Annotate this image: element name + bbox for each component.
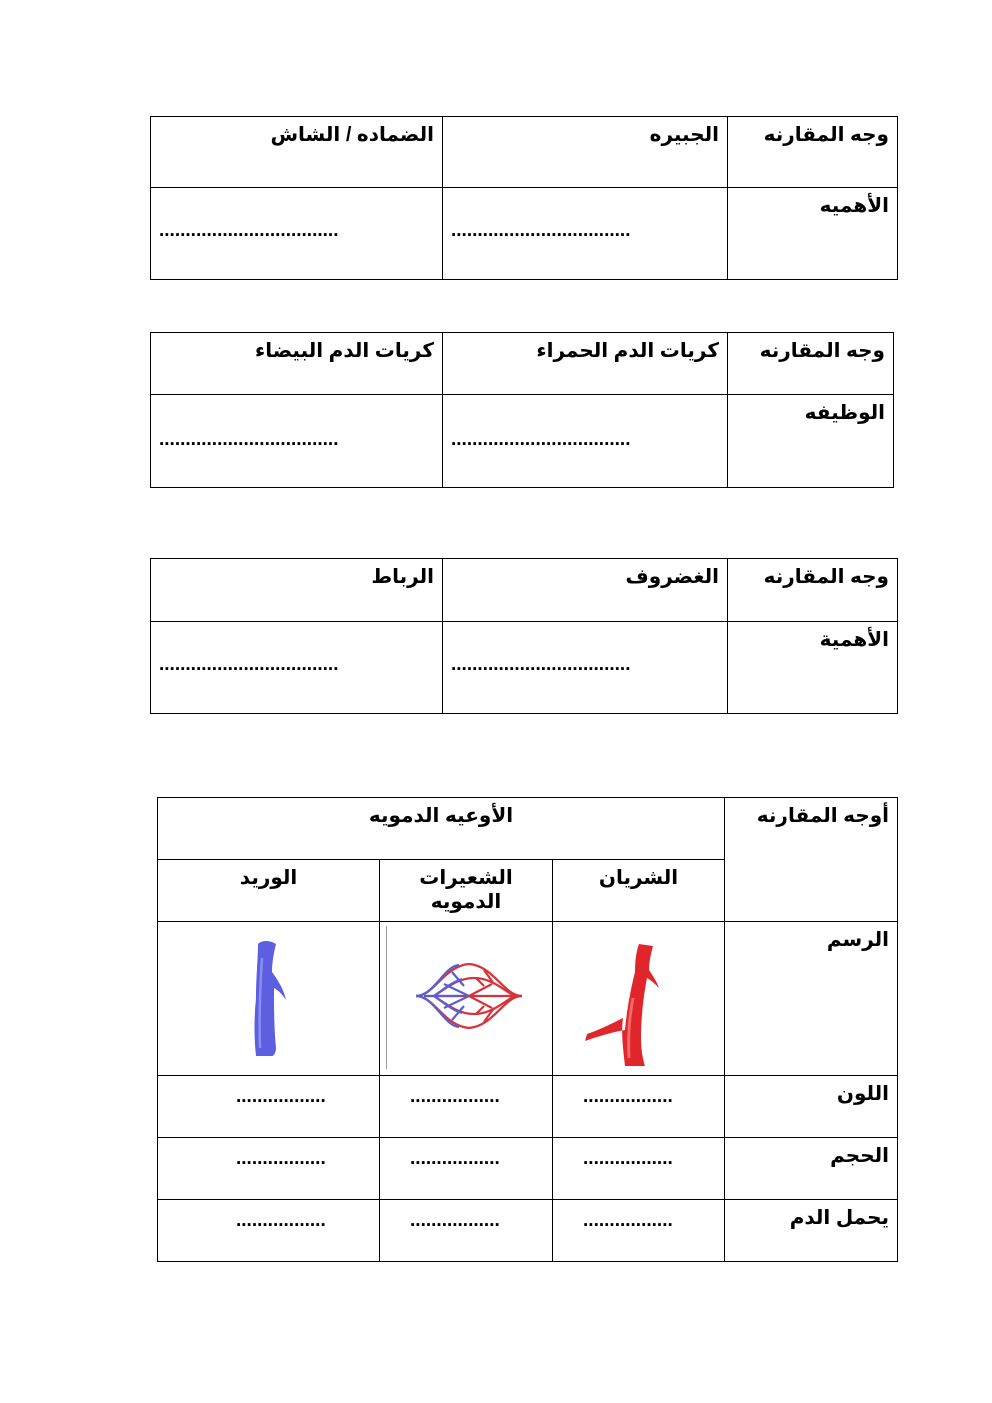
answer-cell[interactable] bbox=[443, 395, 728, 488]
comparison-aspect-label: وجه المقارنه bbox=[763, 566, 889, 588]
header-cell bbox=[158, 860, 380, 922]
row-label-cell bbox=[725, 1138, 898, 1200]
artery-image-cell bbox=[553, 922, 725, 1076]
column-vein: الوريد bbox=[239, 867, 298, 889]
answer-blank[interactable]: .................................. bbox=[451, 654, 631, 675]
answer-cell[interactable] bbox=[380, 1138, 553, 1200]
row-label-cell bbox=[725, 1200, 898, 1262]
comparison-table-blood-vessels bbox=[157, 797, 898, 1262]
vein-icon bbox=[250, 938, 300, 1058]
column-splint: الجبيره bbox=[649, 124, 719, 146]
answer-cell[interactable] bbox=[553, 1138, 725, 1200]
header-cell bbox=[380, 860, 553, 922]
header-cell bbox=[728, 559, 898, 622]
column-cartilage: الغضروف bbox=[625, 566, 719, 588]
answer-cell[interactable] bbox=[158, 1200, 380, 1262]
blood-vessels-header: الأوعيه الدمويه bbox=[368, 805, 514, 827]
row-label-cell bbox=[725, 1076, 898, 1138]
row-size: الحجم bbox=[830, 1145, 890, 1167]
row-carries-blood: يحمل الدم bbox=[789, 1207, 890, 1229]
answer-blank[interactable]: .................................. bbox=[159, 220, 339, 241]
answer-blank[interactable]: ................. bbox=[410, 1086, 500, 1107]
column-red-blood-cells: كريات الدم الحمراء bbox=[536, 340, 719, 362]
comparison-aspects-label: أوجه المقارنه bbox=[756, 805, 890, 827]
row-drawing: الرسم bbox=[826, 929, 890, 951]
capillaries-image-cell bbox=[380, 922, 553, 1076]
comparison-table-splint-bandage bbox=[150, 116, 898, 280]
header-cell bbox=[553, 860, 725, 922]
answer-cell[interactable] bbox=[443, 622, 728, 714]
corner-cell bbox=[725, 798, 898, 922]
answer-cell[interactable] bbox=[158, 1076, 380, 1138]
column-artery: الشريان bbox=[598, 867, 679, 889]
row-importance: الأهمية bbox=[819, 629, 889, 651]
answer-blank[interactable]: ................. bbox=[583, 1148, 673, 1169]
answer-cell[interactable] bbox=[380, 1076, 553, 1138]
header-cell bbox=[151, 333, 443, 395]
capillaries-icon bbox=[414, 956, 524, 1036]
answer-blank[interactable]: .................................. bbox=[451, 220, 631, 241]
comparison-table-cartilage-ligament bbox=[150, 558, 898, 714]
answer-blank[interactable]: .................................. bbox=[159, 429, 339, 450]
answer-cell[interactable] bbox=[443, 188, 728, 280]
answer-blank[interactable]: ................. bbox=[583, 1210, 673, 1231]
row-label-cell bbox=[728, 622, 898, 714]
answer-blank[interactable]: .................................. bbox=[451, 429, 631, 450]
image-border-line bbox=[386, 926, 387, 1069]
answer-blank[interactable]: ................. bbox=[410, 1148, 500, 1169]
header-cell bbox=[728, 333, 894, 395]
answer-cell[interactable] bbox=[158, 1138, 380, 1200]
answer-cell[interactable] bbox=[380, 1200, 553, 1262]
header-cell bbox=[443, 559, 728, 622]
answer-cell[interactable] bbox=[151, 188, 443, 280]
header-cell bbox=[151, 117, 443, 188]
answer-cell[interactable] bbox=[151, 395, 443, 488]
answer-cell[interactable] bbox=[151, 622, 443, 714]
answer-blank[interactable]: ................. bbox=[236, 1210, 326, 1231]
comparison-aspect-label: وجه المقارنه bbox=[759, 340, 885, 362]
row-color: اللون bbox=[836, 1083, 890, 1105]
answer-cell[interactable] bbox=[553, 1200, 725, 1262]
row-label-cell bbox=[728, 395, 894, 488]
header-cell bbox=[151, 559, 443, 622]
column-white-blood-cells: كريات الدم البيضاء bbox=[254, 340, 434, 362]
column-capillaries: الشعيرات الدمويه bbox=[419, 867, 513, 913]
row-function: الوظيفه bbox=[804, 402, 885, 424]
comparison-table-blood-cells bbox=[150, 332, 894, 488]
answer-cell[interactable] bbox=[553, 1076, 725, 1138]
column-bandage: الضماده / الشاش bbox=[270, 124, 434, 146]
artery-icon bbox=[581, 938, 671, 1068]
answer-blank[interactable]: ................. bbox=[410, 1210, 500, 1231]
vein-image-cell bbox=[158, 922, 380, 1076]
header-cell bbox=[728, 117, 898, 188]
header-cell bbox=[443, 117, 728, 188]
row-label-cell bbox=[728, 188, 898, 280]
header-cell bbox=[443, 333, 728, 395]
answer-blank[interactable]: ................. bbox=[236, 1086, 326, 1107]
answer-blank[interactable]: .................................. bbox=[159, 654, 339, 675]
answer-blank[interactable]: ................. bbox=[236, 1148, 326, 1169]
comparison-aspect-label: وجه المقارنه bbox=[763, 124, 889, 146]
row-label-cell bbox=[725, 922, 898, 1076]
answer-blank[interactable]: ................. bbox=[583, 1086, 673, 1107]
column-ligament: الرباط bbox=[371, 566, 434, 588]
row-importance: الأهميه bbox=[819, 195, 889, 217]
group-header-cell bbox=[158, 798, 725, 860]
